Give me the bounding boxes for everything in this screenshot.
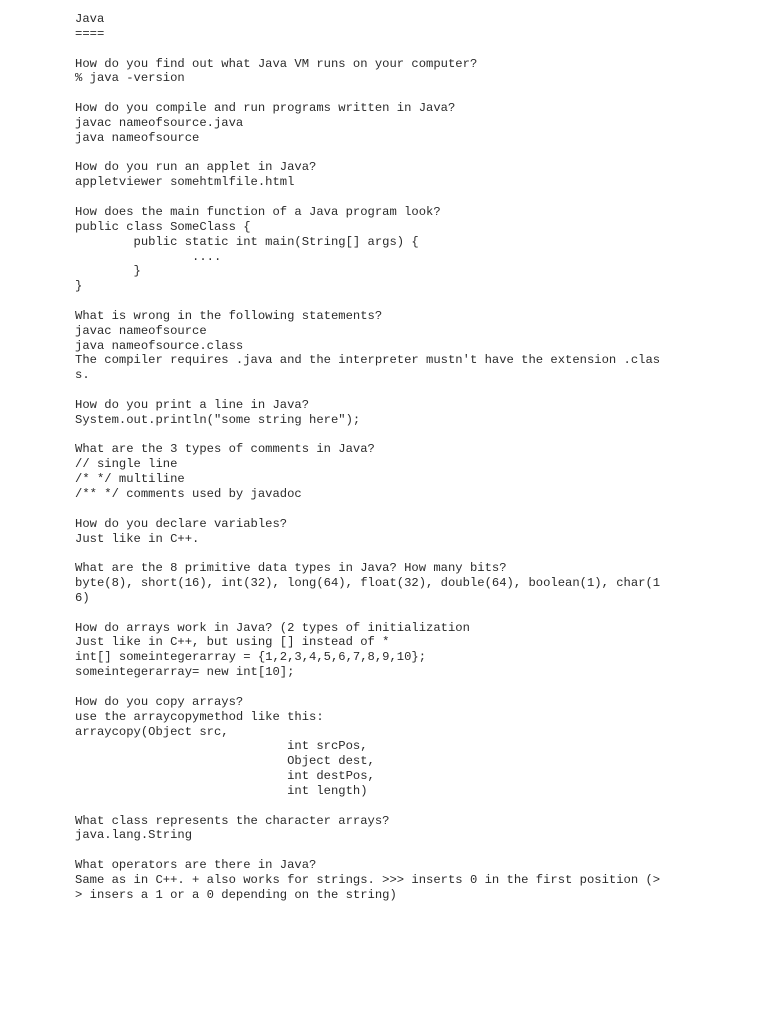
document-line: What are the 3 types of comments in Java? xyxy=(75,442,375,457)
document-line: s. xyxy=(75,368,90,383)
document-line xyxy=(75,42,715,57)
document-line: Same as in C++. + also works for strings. >>> inserts 0 in the first position (> xyxy=(75,872,661,887)
document-line xyxy=(75,799,715,814)
document-line: java.lang.String xyxy=(75,828,193,843)
document-line: Object dest, xyxy=(75,754,375,769)
document-line: public static int main(String[] args) { xyxy=(75,234,419,249)
document-line: What operators are there in Java? xyxy=(75,858,317,873)
document-line: java nameofsource.class xyxy=(75,338,244,353)
document-line xyxy=(75,428,715,443)
document-line: System.out.println("some string here"); xyxy=(75,412,361,427)
document-line xyxy=(75,383,715,398)
document-line: javac nameofsource.java xyxy=(75,115,244,130)
document-line: javac nameofsource xyxy=(75,323,207,338)
document-line: > insers a 1 or a 0 depending on the string) xyxy=(75,887,397,902)
document-line: int srcPos, xyxy=(75,739,368,754)
document-line: java nameofsource xyxy=(75,130,200,145)
document-line: ==== xyxy=(75,26,105,41)
document-line xyxy=(75,546,715,561)
document-line: The compiler requires .java and the interpreter mustn't have the extension .clas xyxy=(75,353,661,368)
document-text xyxy=(75,12,715,903)
document-line: // single line xyxy=(75,457,178,472)
document-line: /* */ multiline xyxy=(75,472,185,487)
document-line: How do you copy arrays? xyxy=(75,694,244,709)
document-line: arraycopy(Object src, xyxy=(75,724,229,739)
document-line: What are the 8 primitive data types in Java? How many bits? xyxy=(75,561,507,576)
document-line: } xyxy=(75,279,83,294)
document-line: How do you find out what Java VM runs on your computer? xyxy=(75,56,478,71)
document-line: int length) xyxy=(75,783,368,798)
document-line: What class represents the character arrays? xyxy=(75,813,390,828)
document-line: int destPos, xyxy=(75,769,375,784)
document-line xyxy=(75,606,715,621)
document-line xyxy=(75,680,715,695)
document-line: 6) xyxy=(75,590,90,605)
document-line: % java -version xyxy=(75,71,185,86)
document-line: Java xyxy=(75,12,105,26)
document-line: byte(8), short(16), int(32), long(64), float(32), double(64), boolean(1), char(1 xyxy=(75,576,661,591)
document-line: How does the main function of a Java program look? xyxy=(75,204,441,219)
document-line: How do arrays work in Java? (2 types of initialization xyxy=(75,620,470,635)
document-line xyxy=(75,190,715,205)
document-line: .... xyxy=(75,249,222,264)
document-line: } xyxy=(75,264,141,279)
document-line xyxy=(75,146,715,161)
document-line: Just like in C++. xyxy=(75,531,200,546)
document-line: someintegerarray= new int[10]; xyxy=(75,665,295,680)
document-line: How do you run an applet in Java? xyxy=(75,160,317,175)
document-line: How do you declare variables? xyxy=(75,516,288,531)
document-line: int[] someintegerarray = {1,2,3,4,5,6,7,8,9,10}; xyxy=(75,650,427,665)
document-line xyxy=(75,294,715,309)
document-line: Just like in C++, but using [] instead of * xyxy=(75,635,390,650)
document-line: How do you compile and run programs written in Java? xyxy=(75,101,456,116)
document-line: How do you print a line in Java? xyxy=(75,397,310,412)
document-line: appletviewer somehtmlfile.html xyxy=(75,175,295,190)
document-line: /** */ comments used by javadoc xyxy=(75,487,302,501)
document-line: use the arraycopymethod like this: xyxy=(75,709,324,724)
document-line: What is wrong in the following statements? xyxy=(75,308,383,323)
document-line xyxy=(75,86,715,101)
document-line xyxy=(75,843,715,858)
document-line: public class SomeClass { xyxy=(75,219,251,234)
document-line xyxy=(75,502,715,517)
